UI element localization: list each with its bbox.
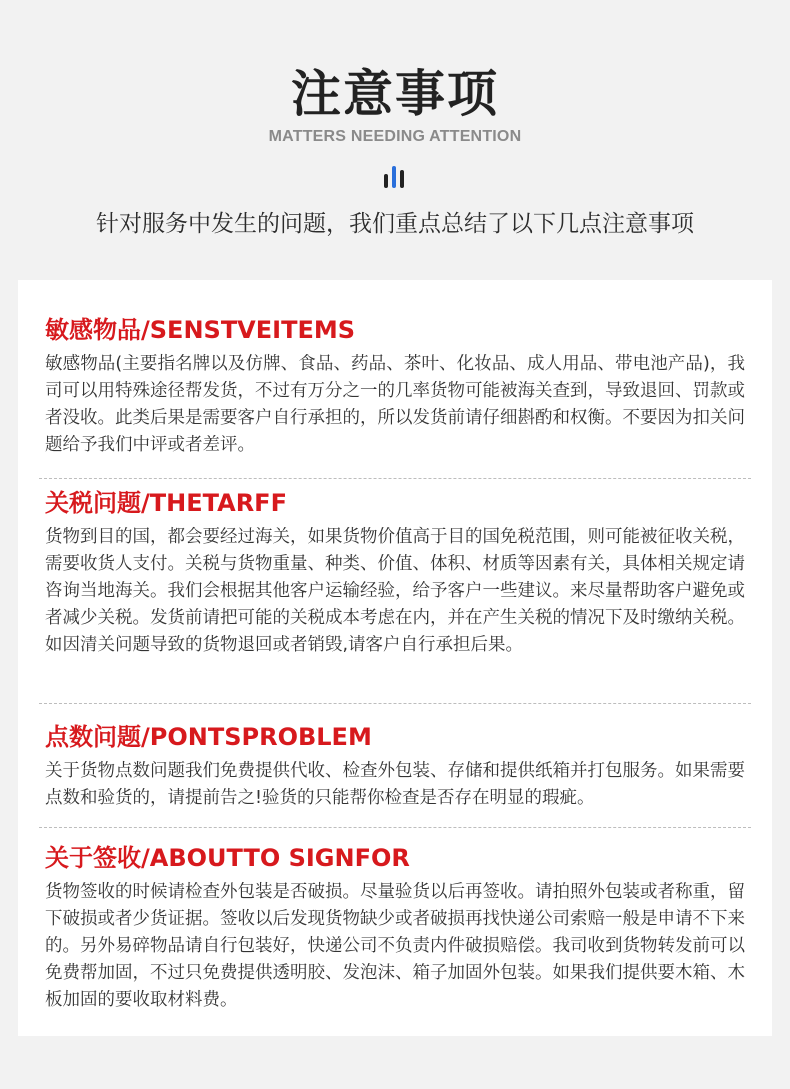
section-points-problem: [45, 720, 745, 812]
section-divider: [39, 703, 751, 704]
section-body: 关于货物点数问题我们免费提供代收、检查外包装、存储和提供纸箱并打包服务。如果需要点数和验货的，请提前告之!验货的只能帮你检查是否存在明显的瑕疵。: [45, 761, 745, 808]
page-title: 注意事项: [291, 65, 499, 123]
bar-chart-icon: [384, 162, 408, 188]
intro-text: 针对服务中发生的问题，我们重点总结了以下几点注意事项: [96, 211, 694, 237]
page-header: [0, 0, 790, 280]
section-title: 点数问题/PONTSPROBLEM: [45, 723, 372, 751]
section-title: 关税问题/THETARFF: [45, 489, 287, 517]
section-divider: [39, 478, 751, 479]
section-title: 关于签收/ABOUTTO SIGNFOR: [45, 844, 410, 872]
page-subtitle: MATTERS NEEDING ATTENTION: [268, 128, 522, 145]
section-body: 货物签收的时候请检查外包装是否破损。尽量验货以后再签收。请拍照外包装或者称重，留下破损或者少货证据。签收以后发现货物缺少或者破损再找快递公司索赔一般是申请不下来的。另外易碎物品请自行包装好，快递公司不负责内件破损赔偿。我司收到货物转发前可以免费帮加固，不过只免费提供透明胶、发泡沫、箱子加固外包装。如果我们提供要木箱、木板加固的要收取材料费。: [45, 882, 745, 1010]
section-sign-for: [45, 841, 745, 1014]
section-tariff: [45, 486, 745, 659]
section-body: 货物到目的国，都会要经过海关，如果货物价值高于目的国免税范围，则可能被征收关税，需要收货人支付。关税与货物重量、种类、价值、体积、材质等因素有关，具体相关规定请咨询当地海关。我们会根据其他客户运输经验，给予客户一些建议。来尽量帮助客户避免或者减少关税。发货前请把可能的关税成本考虑在内，并在产生关税的情况下及时缴纳关税。如因清关问题导致的货物退回或者销毁,请客户自行承担后果。: [45, 527, 745, 655]
section-body: 敏感物品(主要指名牌以及仿牌、食品、药品、茶叶、化妆品、成人用品、带电池产品)，我司可以用特殊途径帮发货，不过有万分之一的几率货物可能被海关查到，导致退回、罚款或者没收。此类后果是需要客户自行承担的，所以发货前请仔细斟酌和权衡。不要因为扣关问题给予我们中评或者差评。: [45, 354, 745, 455]
section-divider: [39, 827, 751, 828]
notice-card: [18, 280, 772, 1036]
section-sensitive-items: [45, 313, 745, 459]
section-title: 敏感物品/SENSTVEITEMS: [45, 316, 356, 344]
